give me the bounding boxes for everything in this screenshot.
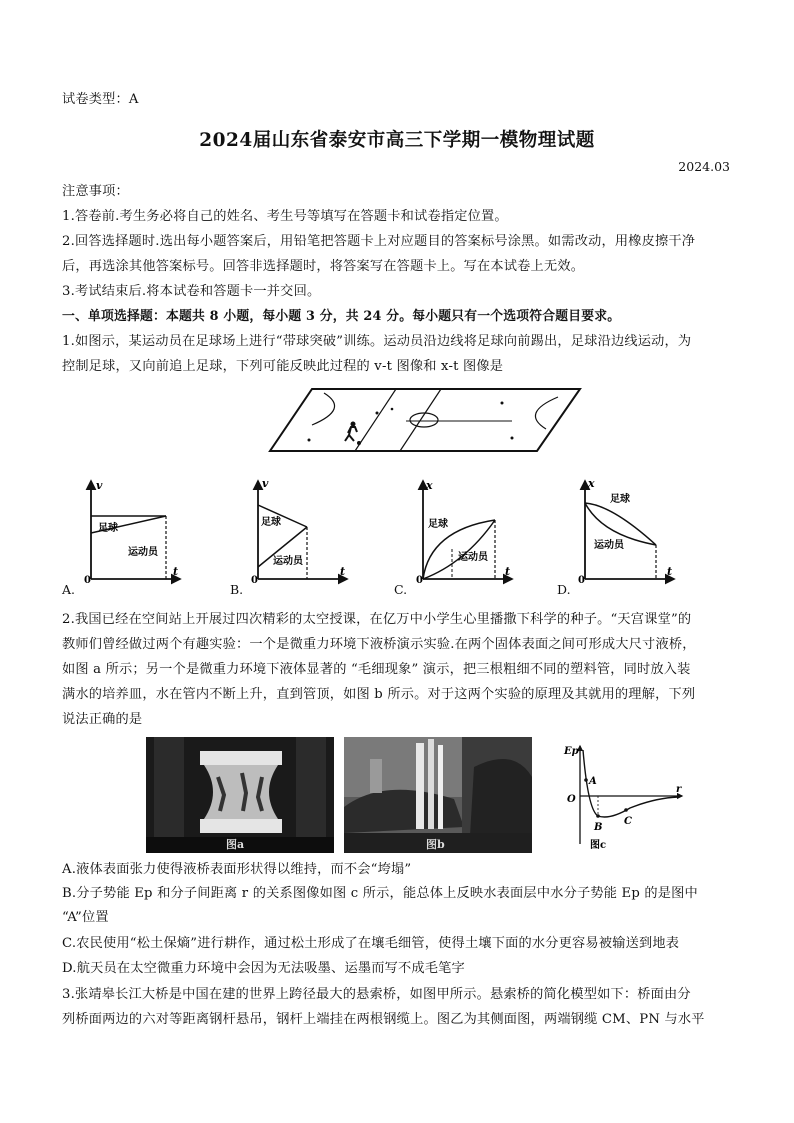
option-letter: A. — [62, 582, 76, 597]
notice-heading: 注意事项： — [62, 184, 129, 199]
fig-b-caption: 图b — [426, 838, 445, 851]
question-2-text: 满水的培养皿，水在管内不断上升，直到管顶，如图 b 所示。对于这两个实验的原理及其就用的理解，下列 — [62, 687, 696, 702]
question-1-text: 控制足球，又向前追上足球，下列可能反映此过程的 v-t 图像和 x-t 图像是 — [62, 359, 504, 374]
graph-a — [78, 475, 183, 587]
series-label-ball: 足球 — [428, 519, 448, 530]
axis-label-y: x — [426, 479, 433, 492]
origin-label: 0 — [84, 575, 91, 586]
graph-c — [410, 475, 515, 587]
series-label-ball: 足球 — [98, 523, 118, 534]
option-b-continued: “A”位置 — [62, 910, 109, 925]
fig-a-caption: 图a — [226, 838, 245, 851]
point-label-c: C — [624, 816, 632, 827]
series-label-athlete: 运动员 — [594, 540, 624, 551]
series-label-athlete: 运动员 — [273, 556, 303, 567]
series-label-ball: 足球 — [261, 517, 281, 528]
option-letter: C. — [394, 582, 408, 597]
series-label-athlete: 运动员 — [458, 552, 488, 563]
option-letter: B. — [230, 582, 244, 597]
axis-label-y: v — [96, 479, 103, 492]
axis-label-x: t — [340, 565, 346, 578]
origin-label: 0 — [251, 575, 258, 586]
section-heading: 一、单项选择题：本题共 8 小题，每小题 3 分，共 24 分。每小题只有一个选项符合题目要求。 — [62, 309, 621, 324]
axis-label-x: t — [505, 565, 511, 578]
axis-label-x: r — [676, 784, 682, 795]
page-title: 2024届山东省泰安市高三下学期一模物理试题 — [199, 130, 595, 151]
question-2-text: 如图 a 所示；另一个是微重力环境下液体显著的 “毛细现象” 演示，把三根粗细不同的塑料管，同时放入装 — [62, 662, 691, 677]
question-1-text: 1.如图示，某运动员在足球场上进行“带球突破”训练。运动员沿边线将足球向前踢出，足球沿边线运动，为 — [62, 334, 692, 349]
origin-label: 0 — [578, 575, 585, 586]
axis-label-y: x — [588, 477, 595, 490]
origin-label: O — [567, 794, 576, 805]
exam-date: 2024.03 — [678, 159, 730, 174]
axis-label-y: Ep — [564, 746, 579, 757]
option-a: A.液体表面张力使得液桥表面形状得以维持，而不会“垮塌” — [62, 862, 412, 877]
graph-b — [245, 475, 350, 587]
question-2-text: 2.我国已经在空间站上开展过四次精彩的太空授课，在亿万中小学生心里播撒下科学的种子。“天宫课堂”的 — [62, 612, 692, 627]
notice-line: 1.答卷前.考生务必将自己的姓名、考生号等填写在答题卡和试卷指定位置。 — [62, 209, 508, 224]
graph-ep-r — [560, 740, 690, 854]
notice-line: 2.回答选择题时.选出每小题答案后，用铅笔把答题卡上对应题目的答案标号涂黑。如需改动，用橡皮擦干净 — [62, 234, 696, 249]
axis-label-x: t — [173, 565, 179, 578]
question-3-text: 3.张靖皋长江大桥是中国在建的世界上跨径最大的悬索桥，如图甲所示。悬索桥的简化模型如下：桥面由分 — [62, 987, 691, 1002]
option-c: C.农民使用“松土保熵”进行耕作，通过松土形成了在壤毛细管，使得土壤下面的水分更容易被输送到地表 — [62, 936, 680, 951]
option-d: D.航天员在太空微重力环境中会因为无法吸墨、运墨而写不成毛笔字 — [62, 961, 465, 976]
point-label-b: B — [594, 822, 603, 833]
series-label-athlete: 运动员 — [128, 547, 158, 558]
notice-line: 3.考试结束后.将本试卷和答题卡一并交回。 — [62, 284, 321, 299]
fig-c-caption: 图c — [590, 840, 607, 851]
question-3-text: 列桥面两边的六对等距离钢杆悬吊，钢杆上端挂在两根钢缆上。图乙为其侧面图，两端钢缆 CM、PN 与水平 — [62, 1012, 705, 1027]
question-2-text: 教师们曾经做过两个有趣实验：一个是微重力环境下液桥演示实验.在两个固体表面之间可形成大尺寸液桥， — [62, 637, 696, 652]
option-b: B.分子势能 Ep 和分子间距离 r 的关系图像如图 c 所示，能总体上反映水表面层中水分子势能 Ep 的是图中 — [62, 886, 698, 901]
origin-label: 0 — [416, 575, 423, 586]
option-letter: D. — [557, 582, 571, 597]
photo-capillary-tubes — [344, 737, 532, 853]
point-label-a: A — [589, 776, 597, 787]
series-label-ball: 足球 — [610, 494, 630, 505]
photo-liquid-bridge — [146, 737, 334, 853]
graph-d — [572, 475, 677, 587]
axis-label-x: t — [667, 565, 673, 578]
notice-line: 后，再选涂其他答案标号。回答非选择题时，将答案写在答题卡上。写在本试卷上无效。 — [62, 259, 585, 274]
axis-label-y: v — [262, 477, 269, 490]
question-2-text: 说法正确的是 — [62, 712, 143, 727]
football-field-figure — [262, 385, 587, 455]
paper-type: 试卷类型：A — [62, 92, 139, 107]
